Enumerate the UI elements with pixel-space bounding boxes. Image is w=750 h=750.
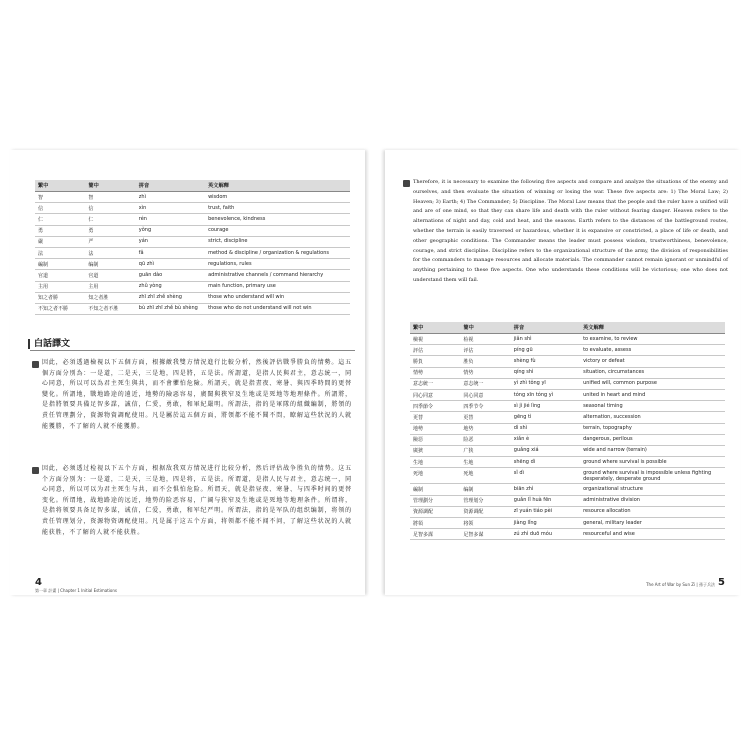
table-row — [35, 292, 350, 303]
cell-traditional: 足智多謀 — [410, 529, 460, 540]
chapter-label: 第一章 計畫 | Chapter 1 Initial Estimations — [35, 588, 117, 593]
cell-pinyin: tóng xīn tóng yì — [511, 389, 580, 400]
table-row — [410, 356, 725, 367]
cell-pinyin: fǎ — [136, 247, 205, 258]
table-row — [410, 484, 725, 495]
cell-english: courage — [205, 225, 350, 236]
cell-simplified: 主用 — [85, 281, 135, 292]
header-simplified: 簡中 — [460, 322, 510, 334]
header-traditional: 繁中 — [35, 180, 85, 192]
cell-traditional: 險惡 — [410, 434, 460, 445]
cell-simplified: 仁 — [85, 214, 135, 225]
cell-pinyin: píng gū — [511, 345, 580, 356]
cell-traditional: 不知之者不勝 — [35, 303, 85, 314]
header-english: 英文解釋 — [580, 322, 725, 334]
cell-pinyin: biān zhì — [511, 484, 580, 495]
cell-simplified: 智 — [85, 192, 135, 203]
table-row — [410, 378, 725, 389]
cell-simplified: 严 — [85, 236, 135, 247]
cell-pinyin: zī yuán tiáo pèi — [511, 506, 580, 517]
cell-traditional: 地勢 — [410, 423, 460, 434]
cell-pinyin: sì jì jié lìng — [511, 401, 580, 412]
cell-english: general, military leader — [580, 518, 725, 529]
page-footer-right — [646, 578, 725, 588]
cell-english: victory or defeat — [580, 356, 725, 367]
table-body — [35, 192, 350, 315]
cell-simplified: 编制 — [85, 259, 135, 270]
cell-traditional: 死地 — [410, 468, 460, 484]
table-row — [35, 225, 350, 236]
header-pinyin: 拼音 — [511, 322, 580, 334]
table-row — [410, 401, 725, 412]
cell-simplified: 意志统一 — [460, 378, 510, 389]
table-row — [35, 259, 350, 270]
cell-traditional: 生地 — [410, 457, 460, 468]
cell-pinyin: shēng dì — [511, 457, 580, 468]
cell-traditional: 同心同意 — [410, 389, 460, 400]
cell-pinyin: bù zhī zhī zhě bù shèng — [136, 303, 205, 314]
cell-english: ground where survival is impossible unless fighting desperately, desperate ground — [580, 468, 725, 484]
cell-traditional: 管理劃分 — [410, 495, 460, 506]
cell-simplified: 资源调配 — [460, 506, 510, 517]
header-english: 英文解釋 — [205, 180, 350, 192]
cell-english: seasonal timing — [580, 401, 725, 412]
cell-english: to examine, to review — [580, 334, 725, 345]
table-row — [410, 518, 725, 529]
cell-pinyin: zú zhì duō móu — [511, 529, 580, 540]
table-row — [410, 506, 725, 517]
table-row — [410, 445, 725, 456]
cell-traditional: 編制 — [410, 484, 460, 495]
table-row — [410, 434, 725, 445]
cell-pinyin: sǐ dì — [511, 468, 580, 484]
cell-english: wisdom — [205, 192, 350, 203]
cell-traditional: 情勢 — [410, 367, 460, 378]
cell-english: those who understand will win — [205, 292, 350, 303]
table-row — [35, 214, 350, 225]
cell-simplified: 检视 — [460, 334, 510, 345]
cell-english: wide and narrow (terrain) — [580, 445, 725, 456]
cell-pinyin: guān dào — [136, 270, 205, 281]
cell-pinyin: yán — [136, 236, 205, 247]
table-row — [410, 468, 725, 484]
cell-simplified: 险恶 — [460, 434, 510, 445]
page-number: 4 — [35, 577, 42, 588]
cell-english: resource allocation — [580, 506, 725, 517]
cell-english: to evaluate, assess — [580, 345, 725, 356]
left-page — [10, 150, 365, 595]
cell-traditional: 評估 — [410, 345, 460, 356]
table-body — [410, 334, 725, 540]
cell-simplified: 官道 — [85, 270, 135, 281]
cell-pinyin: qū zhì — [136, 259, 205, 270]
cell-traditional: 更替 — [410, 412, 460, 423]
table-row — [35, 203, 350, 214]
cell-english: ground where survival is possible — [580, 457, 725, 468]
table-row — [35, 281, 350, 292]
cell-traditional: 將領 — [410, 518, 460, 529]
cell-traditional: 編制 — [35, 259, 85, 270]
cell-simplified: 法 — [85, 247, 135, 258]
cell-english: unified will, common purpose — [580, 378, 725, 389]
table-row — [410, 345, 725, 356]
cell-simplified: 知之者胜 — [85, 292, 135, 303]
cell-traditional: 仁 — [35, 214, 85, 225]
cell-traditional: 智 — [35, 192, 85, 203]
cell-traditional: 意志統一 — [410, 378, 460, 389]
cell-traditional: 主用 — [35, 281, 85, 292]
cell-simplified: 四季节令 — [460, 401, 510, 412]
cell-traditional: 四季節令 — [410, 401, 460, 412]
table-row — [410, 334, 725, 345]
table-row — [35, 192, 350, 203]
cell-english: those who do not understand will not win — [205, 303, 350, 314]
cell-english: main function, primary use — [205, 281, 350, 292]
vocab-table-right — [410, 322, 725, 540]
cell-english: administrative division — [580, 495, 725, 506]
cell-simplified: 将领 — [460, 518, 510, 529]
table-header-row — [410, 322, 725, 334]
header-traditional: 繁中 — [410, 322, 460, 334]
paragraph-simplified: 因此，必须透过检视以下五个方面，根据敌我双方情况进行比较分析，然后评估战争胜负的情势。这五个方面分别为：一是道，二是天，三是地，四是将，五是法。所谓道，是指人民与君主，意志统一，同心同意，所以可以为君主死生与共，而不会惧怕危险。所谓天，就是指昼夜、寒暑、与四季时间的更替变化。所谓地，战地路途的远近，地势的险恶容易，广阔与狭窄及生地或是死地等地理条件。所谓将，是指将领要具备足智多谋，诚信，仁爱，勇敢，和军纪严明。所谓法，指的是军队的组织编制，将领的责任管理划分，资源物资调配使用。凡是属于这五个方面，将领都不能不闻不问，了解这些状况的人就能获胜，不了解的人就不能获胜。 — [42, 465, 352, 536]
cell-traditional: 官道 — [35, 270, 85, 281]
bullet-icon — [403, 180, 410, 187]
cell-traditional: 勝負 — [410, 356, 460, 367]
cell-traditional: 信 — [35, 203, 85, 214]
cell-traditional: 資源調配 — [410, 506, 460, 517]
cell-english: strict, discipline — [205, 236, 350, 247]
cell-english: situation, circumstances — [580, 367, 725, 378]
table-row — [410, 457, 725, 468]
cell-pinyin: xìn — [136, 203, 205, 214]
table-row — [410, 389, 725, 400]
cell-pinyin: guǎn lǐ huà fēn — [511, 495, 580, 506]
vocab-table-left — [35, 180, 350, 315]
cell-simplified: 足智多谋 — [460, 529, 510, 540]
cell-simplified: 评估 — [460, 345, 510, 356]
page-footer-left — [35, 578, 117, 594]
cell-traditional: 勇 — [35, 225, 85, 236]
cell-traditional: 知之者勝 — [35, 292, 85, 303]
bullet-icon — [32, 361, 39, 368]
cell-pinyin: gēng tì — [511, 412, 580, 423]
cell-traditional: 嚴 — [35, 236, 85, 247]
cell-pinyin: jiǎn shì — [511, 334, 580, 345]
table-row — [410, 423, 725, 434]
table-row — [410, 495, 725, 506]
cell-traditional: 檢視 — [410, 334, 460, 345]
cell-pinyin: rén — [136, 214, 205, 225]
cell-english: resourceful and wise — [580, 529, 725, 540]
table-row — [410, 367, 725, 378]
cell-pinyin: guǎng xiá — [511, 445, 580, 456]
cell-pinyin: qíng shì — [511, 367, 580, 378]
cell-english: alternation, succession — [580, 412, 725, 423]
cell-simplified: 勇 — [85, 225, 135, 236]
cell-english: dangerous, perilous — [580, 434, 725, 445]
cell-simplified: 胜负 — [460, 356, 510, 367]
cell-english: organizational structure — [580, 484, 725, 495]
cell-simplified: 编制 — [460, 484, 510, 495]
cell-pinyin: yǒng — [136, 225, 205, 236]
cell-simplified: 地势 — [460, 423, 510, 434]
english-paragraph: Therefore, it is necessary to examine the following five aspects and compare and analyze the situations of the enemy and ourselves, and then evaluate the situation of winning or losing the war. These five aspects are: 1) The Moral Law; 2) Heaven; 3) Earth; 4) The Commander; 5) Discipline. The Moral Law means that the people and the ruler have a unified will and are of one mind, so that they can share life and death with the ruler without fearing danger. Heaven refers to the alternations of night and day, cold and heat, and the seasons. Earth refers to the distances of the battleground routes, whether the terrain is easily traversed or hazardous, whether it is expansive or constricted, a place of life or death, and other geographic conditions. The Commander means the leader must possess wisdom, trustworthiness, benevolence, courage, and strict discipline. Discipline refers to the organizational structure of the army, the division of responsibilities for the commanders to manage resources and allocate materials. The commander cannot remain ignorant or unmindful of anything pertaining to these five aspects. One who understands these conditions will be victorious; one who does not understand them will fail. — [413, 179, 728, 283]
cell-pinyin: dì shì — [511, 423, 580, 434]
cell-simplified: 情势 — [460, 367, 510, 378]
right-page — [385, 150, 740, 595]
cell-english: benevolence, kindness — [205, 214, 350, 225]
cell-simplified: 同心同意 — [460, 389, 510, 400]
cell-english: trust, faith — [205, 203, 350, 214]
book-title-label: The Art of War by Sun Zi | 孫子兵法 — [646, 582, 716, 587]
cell-traditional: 法 — [35, 247, 85, 258]
cell-simplified: 管理划分 — [460, 495, 510, 506]
table-header-row — [35, 180, 350, 192]
cell-pinyin: zhì — [136, 192, 205, 203]
cell-pinyin: xiǎn è — [511, 434, 580, 445]
cell-simplified: 更替 — [460, 412, 510, 423]
cell-simplified: 生地 — [460, 457, 510, 468]
table-row — [35, 270, 350, 281]
table-row — [35, 247, 350, 258]
cell-simplified: 死地 — [460, 468, 510, 484]
cell-pinyin: zhǔ yòng — [136, 281, 205, 292]
cell-pinyin: zhī zhī zhě shèng — [136, 292, 205, 303]
cell-simplified: 不知之者不胜 — [85, 303, 135, 314]
table-row — [35, 303, 350, 314]
header-simplified: 簡中 — [85, 180, 135, 192]
table-row — [410, 412, 725, 423]
cell-simplified: 信 — [85, 203, 135, 214]
cell-english: terrain, topography — [580, 423, 725, 434]
cell-english: method & discipline / organization & regulations — [205, 247, 350, 258]
cell-pinyin: jiàng lǐng — [511, 518, 580, 529]
cell-english: united in heart and mind — [580, 389, 725, 400]
paragraph-traditional: 因此，必須透過檢視以下五個方面，根據敵我雙方情況進行比較分析，然後評估戰爭勝負的情勢。這五個方面分別為：一是道，二是天，三是地，四是將，五是法。所謂道，是指人民與君主，意志統一，同心同意，所以可以為君主死生與共，而不會懼怕危險。所謂天，就是指晝夜、寒暑、與四季時間的更替變化。所謂地，戰地路途的遠近，地勢的險惡容易，廣闊與狹窄及生地或是死地等地理條件。所謂將，是指將領要具備足智多謀，誠信，仁愛，勇敢，和軍紀嚴明。所謂法，指的是軍隊的組織編制，將領的責任管理劃分，資源物資調配使用。凡是屬於這五個方面，將領都不能不聞不問，瞭解這些狀況的人就能獲勝，不了解的人就不能獲勝。 — [42, 359, 352, 430]
cell-pinyin: shèng fù — [511, 356, 580, 367]
cell-english: administrative channels / command hierarchy — [205, 270, 350, 281]
page-number: 5 — [718, 577, 725, 588]
header-pinyin: 拼音 — [136, 180, 205, 192]
table-row — [35, 236, 350, 247]
cell-english: regulations, rules — [205, 259, 350, 270]
cell-pinyin: yì zhì tǒng yī — [511, 378, 580, 389]
cell-simplified: 广狭 — [460, 445, 510, 456]
table-row — [410, 529, 725, 540]
cell-traditional: 廣狹 — [410, 445, 460, 456]
bullet-icon — [32, 467, 39, 474]
section-title: 白話譯文 — [30, 338, 355, 351]
